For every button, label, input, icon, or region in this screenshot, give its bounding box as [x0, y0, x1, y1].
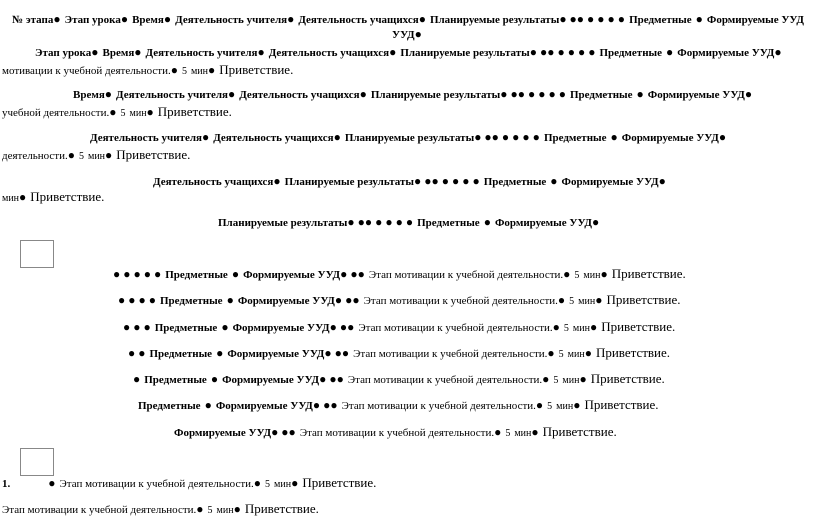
text-students: Деятельность учащихся [298, 14, 419, 26]
row-2-continuation: мотивации к учебной деятельности.● 5 мин● Приветствие. [2, 62, 294, 77]
subject-row-1: ● ● ● ● ● Предметные ● Формируемые УУД● ●● Этап мотивации к учебной деятельности.● 5 мин● Приветствие. [113, 266, 686, 281]
row-number: 1. [2, 478, 11, 490]
header-row-3: Время● Деятельность учителя● Деятельность учащихся● Планируемые результаты● ●● ● ● ● ● Предметные ● Формируемые УУД● [73, 87, 753, 101]
uud-row: Формируемые УУД● ●● Этап мотивации к учебной деятельности.● 5 мин● Приветствие. [174, 424, 617, 439]
header-row-6: Планируемые результаты● ●● ● ● ● ● Предметные ● Формируемые УУД● [218, 215, 600, 229]
subject-row-4: ● ● Предметные ● Формируемые УУД● ●● Этап мотивации к учебной деятельности.● 5 мин● Приветствие. [128, 345, 671, 360]
text-teacher: Деятельность учителя [175, 14, 288, 26]
row-4-continuation: деятельности.● 5 мин● Приветствие. [2, 147, 191, 162]
text-time: Время [132, 14, 164, 26]
header-row-4: Деятельность учителя● Деятельность учащихся● Планируемые результаты● ●● ● ● ● ● Предметные ● Формируемые УУД● [90, 130, 727, 144]
text-stage: Этап урока [64, 14, 121, 26]
row-5-continuation: мин● Приветствие. [2, 189, 105, 204]
row-3-continuation: учебной деятельности.● 5 мин● Приветствие. [2, 104, 232, 119]
numbered-row: 1. ● Этап мотивации к учебной деятельности.● 5 мин● Приветствие. [2, 475, 377, 490]
text-subject: Предметные [629, 14, 692, 26]
text-results: Планируемые результаты [429, 14, 560, 26]
empty-cell-box [20, 240, 54, 268]
header-row-1: № этапа● Этап урока● Время● Деятельность учителя● Деятельность учащихся● Планируемые результаты● ●● ● ● ● ● Предметные ● Формируемые УУД [12, 12, 804, 26]
text-uud: Формируемые УУД [706, 14, 804, 26]
header-row-1-wrap: УУД● [392, 27, 422, 41]
empty-cell-box-2 [20, 448, 54, 476]
subject-row-3: ● ● ● Предметные ● Формируемые УУД● ●● Этап мотивации к учебной деятельности.● 5 мин● Приветствие. [123, 319, 676, 334]
subject-row-2: ● ● ● ● Предметные ● Формируемые УУД● ●● Этап мотивации к учебной деятельности.● 5 мин● Приветствие. [118, 292, 681, 307]
subject-row-6: Предметные ● Формируемые УУД● ●● Этап мотивации к учебной деятельности.● 5 мин● Приветствие. [138, 397, 659, 412]
text-stage-no: № этапа [12, 14, 54, 26]
last-row: Этап мотивации к учебной деятельности.● 5 мин● Приветствие. [2, 501, 319, 516]
header-row-2: Этап урока● Время● Деятельность учителя● Деятельность учащихся● Планируемые результаты● ●● ● ● ● ● Предметные ● Формируемые УУД● [35, 45, 782, 59]
subject-row-5: ● Предметные ● Формируемые УУД● ●● Этап мотивации к учебной деятельности.● 5 мин● Приветствие. [133, 371, 665, 386]
header-row-5: Деятельность учащихся● Планируемые результаты● ●● ● ● ● ● Предметные ● Формируемые УУД● [153, 174, 666, 188]
